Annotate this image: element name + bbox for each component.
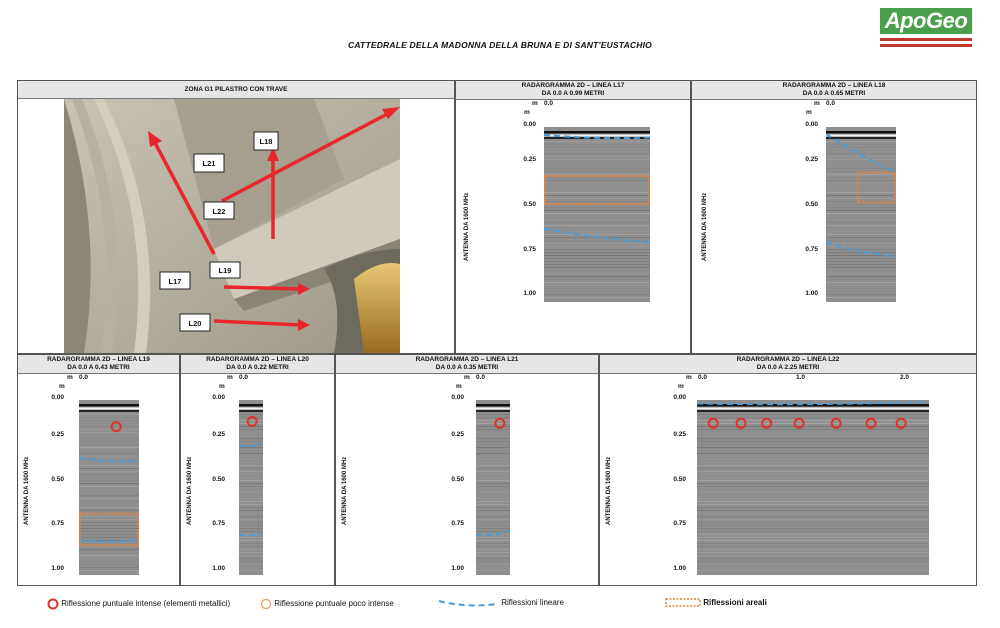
depth-unit: m xyxy=(456,383,462,390)
radargram-plot xyxy=(697,400,929,575)
y-tick: 1.00 xyxy=(523,290,536,297)
radargram-panel-l17 xyxy=(455,80,691,354)
label-l17: L17 xyxy=(168,277,182,286)
radargram-plot xyxy=(826,127,896,302)
antenna-label: ANTENNA DA 1600 MHz xyxy=(464,192,470,261)
radargram-panel-l22 xyxy=(599,354,977,586)
zone-panel-title: ZONA G1 PILASTRO CON TRAVE xyxy=(18,81,454,99)
label-l18: L18 xyxy=(259,137,273,146)
radargram-panel-l21 xyxy=(335,354,599,586)
y-tick: 0.00 xyxy=(212,394,225,401)
x-tick: 2.0 xyxy=(900,374,910,381)
distance-unit: m xyxy=(686,374,692,381)
legend-item-intense xyxy=(47,598,230,610)
y-tick: 1.00 xyxy=(673,565,686,572)
x-tick: 0.0 xyxy=(476,374,486,381)
orange-circle-icon xyxy=(260,598,272,610)
y-tick: 0.75 xyxy=(673,520,686,527)
legend-label: Riflessione puntuale intense (elementi metallici) xyxy=(61,599,231,609)
y-tick: 0.00 xyxy=(673,394,686,401)
antenna-label: ANTENNA DA 1600 MHz xyxy=(187,456,193,525)
y-tick: 0.50 xyxy=(51,476,64,483)
y-tick: 1.00 xyxy=(451,565,464,572)
dashed-line-icon xyxy=(437,598,499,608)
legend-label: Riflessioni areali xyxy=(703,598,767,608)
x-tick: 0.0 xyxy=(239,374,249,381)
y-tick: 0.25 xyxy=(805,156,818,163)
y-tick: 0.25 xyxy=(673,431,686,438)
distance-unit: m xyxy=(464,374,470,381)
zone-panel xyxy=(17,80,455,354)
x-tick: 0.0 xyxy=(544,100,554,107)
y-tick: 0.25 xyxy=(523,156,536,163)
radargram-range: DA 0.0 A 0.22 METRI xyxy=(226,364,289,371)
radargram-title: RADARGRAMMA 2D – LINEA L19 xyxy=(47,356,150,363)
legend-item-areal xyxy=(665,598,767,608)
distance-unit: m xyxy=(227,374,233,381)
depth-unit: m xyxy=(219,383,225,390)
x-tick: 1.0 xyxy=(796,374,806,381)
label-l21: L21 xyxy=(202,159,216,168)
y-tick: 0.50 xyxy=(523,201,536,208)
label-l19: L19 xyxy=(218,266,232,275)
y-tick: 0.25 xyxy=(451,431,464,438)
y-tick: 0.75 xyxy=(212,520,225,527)
x-tick: 0.0 xyxy=(826,100,836,107)
y-tick: 0.00 xyxy=(51,394,64,401)
y-tick: 1.00 xyxy=(212,565,225,572)
dotted-box-icon xyxy=(665,598,701,608)
label-l22: L22 xyxy=(212,207,226,216)
radargram-title: RADARGRAMMA 2D – LINEA L21 xyxy=(415,356,519,363)
label-l20: L20 xyxy=(188,319,202,328)
y-tick: 0.00 xyxy=(523,121,536,128)
legend-item-linear xyxy=(437,598,564,608)
legend-label: Riflessioni lineare xyxy=(501,598,564,608)
y-tick: 0.50 xyxy=(805,201,818,208)
radargram-title: RADARGRAMMA 2D – LINEA L22 xyxy=(736,356,840,363)
radargram-plot xyxy=(476,400,510,575)
y-tick: 0.75 xyxy=(451,520,464,527)
antenna-label: ANTENNA DA 1600 MHz xyxy=(342,456,348,525)
depth-unit: m xyxy=(678,383,684,390)
y-tick: 0.75 xyxy=(805,246,818,253)
y-tick: 0.00 xyxy=(805,121,818,128)
antenna-label: ANTENNA DA 1600 MHz xyxy=(606,456,612,525)
y-tick: 0.50 xyxy=(673,476,686,483)
distance-unit: m xyxy=(67,374,73,381)
radargram-range: DA 0.0 A 0.35 METRI xyxy=(435,364,499,371)
antenna-label: ANTENNA DA 1600 MHz xyxy=(702,192,708,261)
radargram-plot xyxy=(544,127,650,302)
radargram-panel-l19 xyxy=(17,354,180,586)
radargram-title: RADARGRAMMA 2D – LINEA L20 xyxy=(206,356,309,363)
radargram-range: DA 0.0 A 0.43 METRI xyxy=(67,364,130,371)
pillar-photo xyxy=(64,99,400,353)
radargram-range: DA 0.0 A 0.99 METRI xyxy=(541,90,605,97)
radargram-panel-l20 xyxy=(180,354,335,586)
radargram-panel-l18 xyxy=(691,80,977,354)
depth-unit: m xyxy=(524,109,530,116)
y-tick: 1.00 xyxy=(805,290,818,297)
y-tick: 0.25 xyxy=(51,431,64,438)
red-circle-icon xyxy=(47,598,59,610)
y-tick: 0.00 xyxy=(451,394,464,401)
y-tick: 1.00 xyxy=(51,565,64,572)
y-tick: 0.50 xyxy=(212,476,225,483)
distance-unit: m xyxy=(814,100,820,107)
document-title: CATTEDRALE DELLA MADONNA DELLA BRUNA E DI SANT'EUSTACHIO xyxy=(348,40,652,50)
distance-unit: m xyxy=(532,100,538,107)
y-tick: 0.75 xyxy=(523,246,536,253)
radargram-title: RADARGRAMMA 2D – LINEA L17 xyxy=(521,82,625,89)
radargram-plot xyxy=(239,400,263,575)
logo-text: ApoGeo xyxy=(880,8,972,34)
radargram-title: RADARGRAMMA 2D – LINEA L18 xyxy=(782,82,886,89)
x-tick: 0.0 xyxy=(79,374,89,381)
legend-item-weak xyxy=(260,598,394,610)
legend-label: Riflessione puntuale poco intense xyxy=(274,599,394,609)
radargram-range: DA 0.0 A 0.65 METRI xyxy=(802,90,866,97)
radargram-plot xyxy=(79,400,139,575)
radargram-range: DA 0.0 A 2.25 METRI xyxy=(756,364,820,371)
depth-unit: m xyxy=(806,109,812,116)
y-tick: 0.75 xyxy=(51,520,64,527)
y-tick: 0.50 xyxy=(451,476,464,483)
depth-unit: m xyxy=(59,383,65,390)
y-tick: 0.25 xyxy=(212,431,225,438)
antenna-label: ANTENNA DA 1600 MHz xyxy=(24,456,30,525)
x-tick: 0.0 xyxy=(698,374,708,381)
